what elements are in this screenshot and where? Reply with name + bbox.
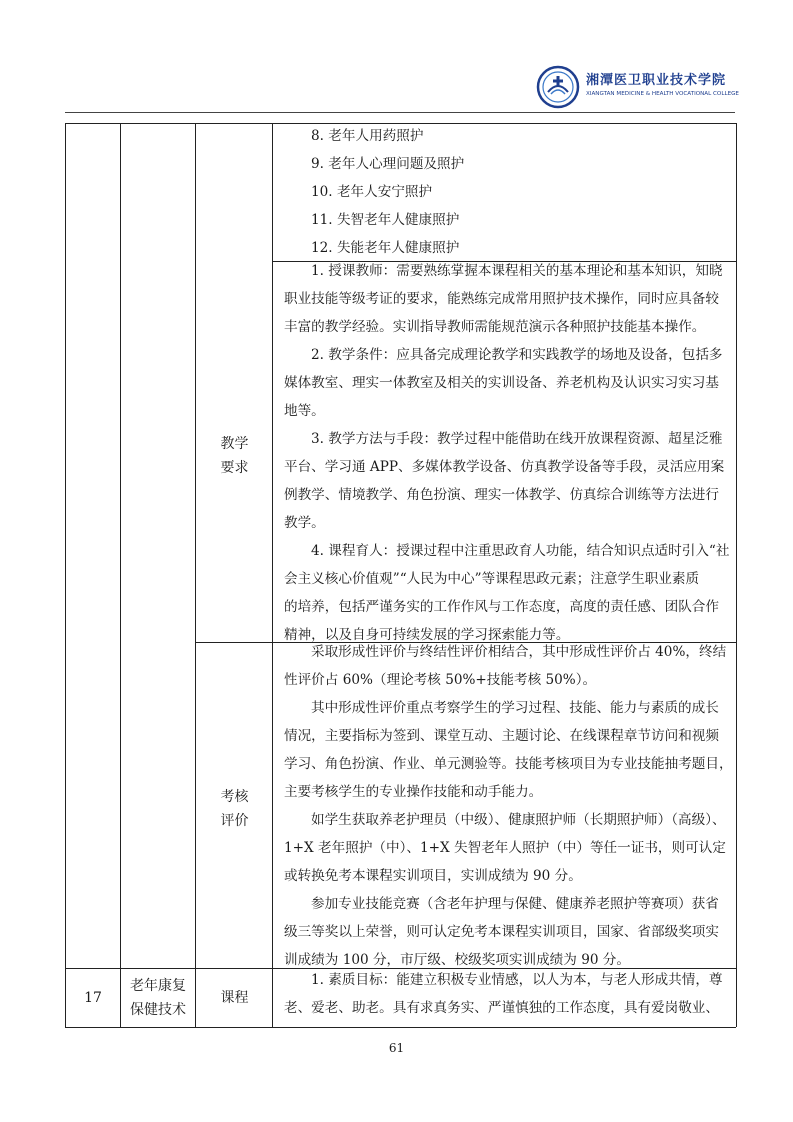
college-name: 湘潭医卫职业技术学院 — [586, 73, 727, 88]
assessment-text: 采取形成性评价与终结性评价相结合，其中形成性评价占 40%，终结 性评价占 60%（理论考核 50%+技能考核 50%）。 其中形成性评价重点考察学生的学习过程、技能、能力与素质的成长 情况，主要指标为签到、课堂互动、主题讨论、在线课程章节访问和视频 学习、角色扮演、作业、单元测验等。技能考核项目为专业技能抽考题目， 主要考核学生的专业操作技能和动手能力。 如学生获取养老护理员（中级）、健康照护师（长期照护师）（高级）、 1+X 老年照护（中）、1+X 失智老年人照护（中）等任一证书，则可认定 或转换免考本课程实训项目，实训成绩为 90 分。 参加专业技能竞赛（含老年护理与保健、健康养老照护等赛项）获省 级三等奖以上荣誉，则可认定免考本课程实训项目，国家、省部级奖项实 训成绩为 100 分，市厅级、校级奖项实训成绩为 90 分。 — [284, 644, 733, 968]
list-item: 8. 老年人用药照护 — [311, 128, 424, 144]
assessment-label: 考核 评价 — [220, 789, 249, 829]
category-label: 课程 — [220, 990, 249, 1006]
page-number: 61 — [388, 1041, 405, 1055]
teaching-requirements-label: 教学 要求 — [220, 436, 249, 476]
list-item: 11. 失智老年人健康照护 — [311, 212, 460, 228]
course-name: 老年康复 保健技术 — [130, 978, 186, 1018]
col-divider — [195, 123, 196, 1027]
col-divider — [736, 123, 737, 1027]
course-content-list — [311, 122, 464, 262]
list-item: 9. 老年人心理问题及照护 — [311, 156, 465, 172]
college-subtitle: XIANGTAN MEDICINE & HEALTH VOCATIONAL COLLEGE — [586, 91, 739, 97]
col-divider — [65, 123, 66, 1027]
teaching-requirements-text: 1. 授课教师：需要熟练掌握本课程相关的基本理论和基本知识，知晓 职业技能等级考证的要求，能熟练完成常用照护技术操作，同时应具备较 丰富的教学经验。实训指导教师需能规范演示各种照护技能基本操作。 2. 教学条件：应具备完成理论教学和实践教学的场地及设备，包括多 媒体教室、理实一体教室及相关的实训设备、养老机构及认识实习实习基 地等。 3. 教学方法与手段：教学过程中能借助在线开放课程资源、超星泛雅 平台、学习通 APP、多媒体教学设备、仿真教学设备等手段，灵活应用案 例教学、情境教学、角色扮演、理实一体教学、仿真综合训练等方法进行 教学。 4. 课程育人：授课过程中注重思政育人功能，结合知识点适时引入“社 会主义核心价值观”“人民为中心”等课程思政元素；注意学生职业素质 的培养，包括严谨务实的工作作风与工作态度，高度的责任感、团队合作 精神，以及自身可持续发展的学习探索能力等。 — [284, 263, 730, 643]
list-item: 12. 失能老年人健康照护 — [311, 240, 460, 256]
table-bottom-border — [65, 1027, 736, 1028]
row-number: 17 — [84, 990, 102, 1006]
list-item: 10. 老年人安宁照护 — [311, 184, 433, 200]
course-objectives-text: 1. 素质目标：能建立积极专业情感，以人为本，与老人形成共情，尊 老、爱老、助老。具有求真务实、严谨慎独的工作态度，具有爱岗敬业、 — [284, 972, 723, 1016]
col-divider — [120, 123, 121, 1027]
col-divider — [272, 123, 273, 1027]
